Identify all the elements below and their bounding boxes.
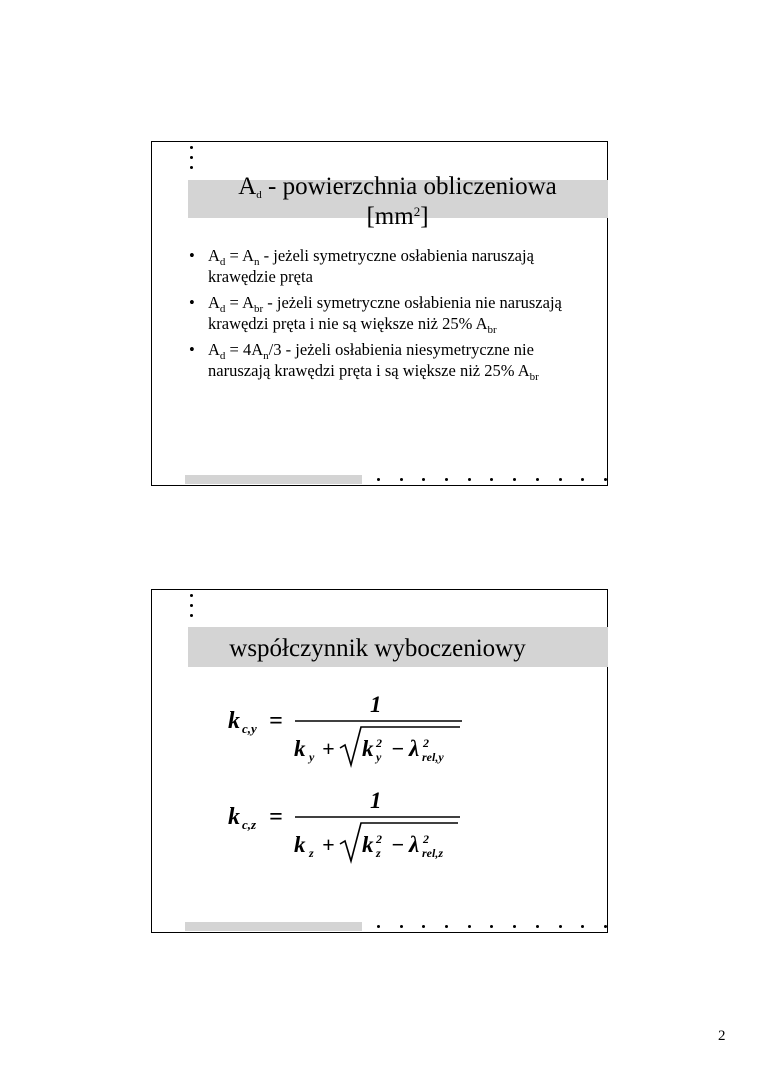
slide-title: $A_d$ - powierzchnia obliczeniowa $[mm^2]$	[238, 173, 557, 230]
svg-text:k: k	[294, 736, 306, 761]
formula-kcz	[152, 782, 609, 872]
page-number: 2	[718, 1028, 726, 1044]
svg-text:+: +	[322, 736, 335, 761]
svg-text:2: 2	[423, 736, 429, 750]
bullet-item: • $A_d = A_{br}$ - jeżeli symetryczne osłabienia nie naruszają krawędzi pręta i nie są większe niż 25% $A_{br}$	[186, 292, 586, 334]
bullet-list	[186, 245, 586, 386]
svg-text:k: k	[362, 736, 374, 761]
svg-text:z: z	[309, 846, 314, 860]
slide-area-design	[151, 141, 608, 486]
svg-text:=: =	[269, 708, 283, 734]
svg-text:−: −	[391, 832, 405, 857]
slide-buckling-coefficient	[151, 589, 608, 933]
svg-text:λ: λ	[409, 832, 420, 857]
svg-text:1: 1	[370, 692, 382, 717]
horizontal-dots-decoration	[377, 925, 607, 928]
svg-text:y: y	[376, 750, 382, 764]
svg-text:y: y	[309, 750, 315, 764]
vertical-dots-decoration	[190, 594, 194, 624]
svg-text:k: k	[228, 708, 240, 734]
formula-kcy	[152, 686, 609, 776]
svg-text:rel,z: rel,z	[422, 846, 443, 860]
svg-text:1: 1	[370, 788, 382, 813]
bottom-band	[185, 922, 362, 931]
svg-text:rel,y: rel,y	[422, 750, 444, 764]
svg-text:c,z: c,z	[242, 817, 257, 832]
svg-text:2: 2	[376, 736, 382, 750]
bullet-item: • $A_d = 4A_n/3$ - jeżeli osłabienia niesymetryczne nie naruszają krawędzi pręta i są większe niż 25% $A_{br}$	[186, 339, 586, 381]
svg-text:2: 2	[423, 832, 429, 846]
svg-text:−: −	[391, 736, 405, 761]
svg-text:c,y: c,y	[242, 721, 257, 736]
horizontal-dots-decoration	[377, 478, 607, 481]
svg-text:k: k	[228, 804, 240, 830]
svg-text:k: k	[362, 832, 374, 857]
slide-title: współczynnik wyboczeniowy	[229, 635, 526, 662]
bottom-band	[185, 475, 362, 484]
svg-text:k: k	[294, 832, 306, 857]
svg-text:2: 2	[376, 832, 382, 846]
bullet-item: • $A_d = A_n$ - jeżeli symetryczne osłabienia naruszają krawędzie pręta	[186, 245, 586, 287]
svg-text:=: =	[269, 804, 283, 830]
svg-text:+: +	[322, 832, 335, 857]
svg-text:λ: λ	[409, 736, 420, 761]
svg-text:z: z	[376, 846, 381, 860]
